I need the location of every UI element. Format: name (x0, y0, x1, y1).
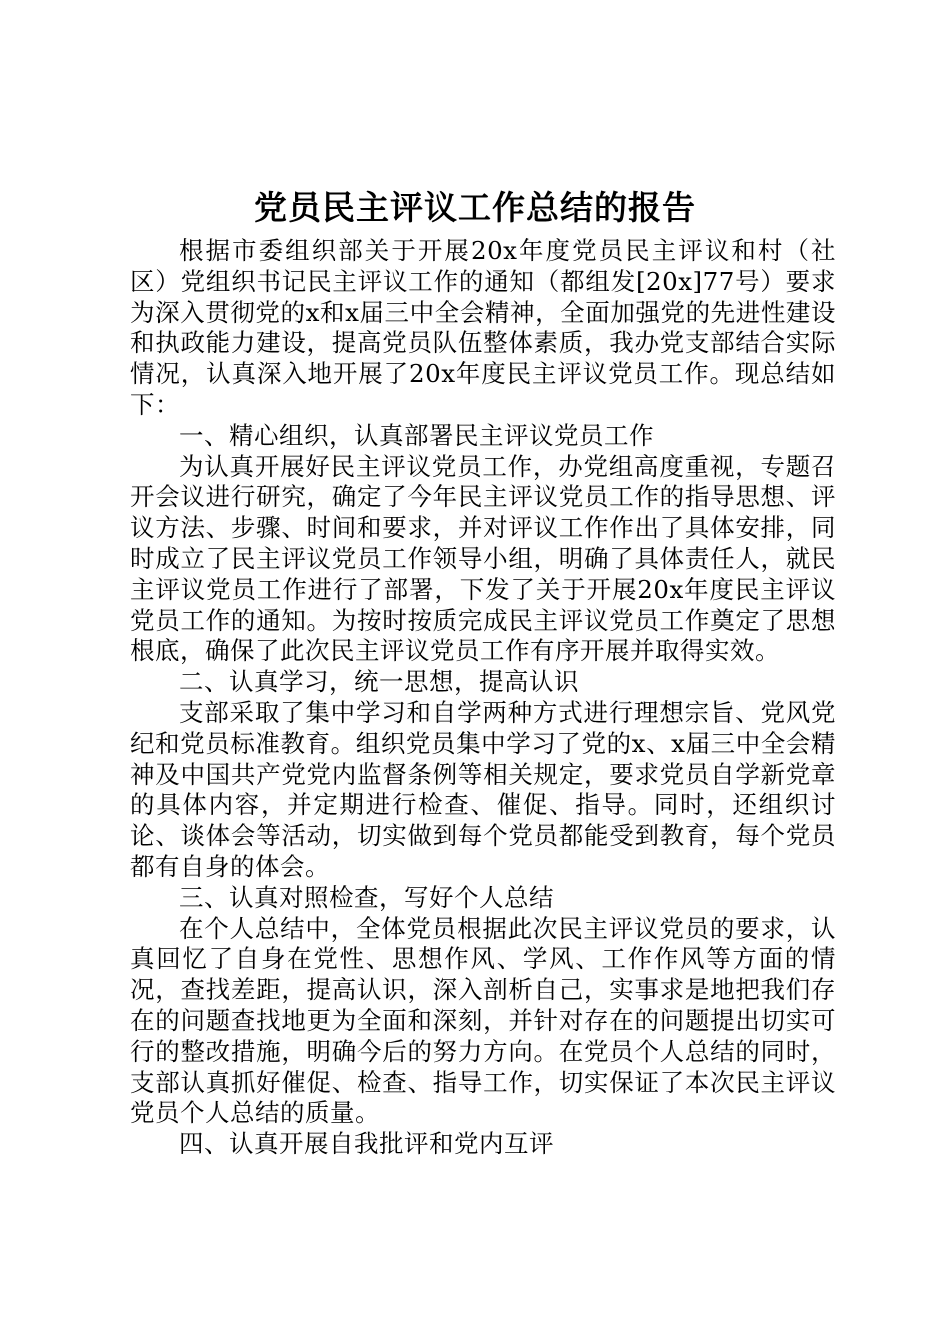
section-heading-1: 一、精心组织，认真部署民主评议党员工作 (179, 420, 654, 450)
section-heading-3: 三、认真对照检查，写好个人总结 (179, 882, 554, 912)
section-heading-2: 二、认真学习，统一思想，提高认识 (179, 667, 579, 697)
intro-paragraph: 根据市委组织部关于开展20x年度党员民主评议和村（社区）党组织书记民主评议工作的通知（都组发[20x]77号）要求为深入贯彻党的x和x届三中全会精神，全面加强党的先进性建设和执政能力建设，提高党员队伍整体素质，我办党支部结合实际情况，认真深入地开展了20x年度民主评议党员工作。现总结如下： (130, 236, 836, 419)
section-body-3: 在个人总结中，全体党员根据此次民主评议党员的要求，认真回忆了自身在党性、思想作风、学风、工作作风等方面的情况，查找差距，提高认识，深入剖析自己，实事求是地把我们存在的问题查找地更为全面和深刻，并针对存在的问题提出切实可行的整改措施，明确今后的努力方向。在党员个人总结的同时，支部认真抓好催促、检查、指导工作，切实保证了本次民主评议党员个人总结的质量。 (130, 913, 836, 1128)
section-heading-4: 四、认真开展自我批评和党内互评 (179, 1129, 554, 1159)
document-body (130, 236, 836, 1160)
section-body-2: 支部采取了集中学习和自学两种方式进行理想宗旨、党风党纪和党员标准教育。组织党员集中学习了党的x、x届三中全会精神及中国共产党党内监督条例等相关规定，要求党员自学新党章的具体内容，并定期进行检查、催促、指导。同时，还组织讨论、谈体会等活动，切实做到每个党员都能受到教育，每个党员都有自身的体会。 (130, 697, 836, 881)
section-body-1: 为认真开展好民主评议党员工作，办党组高度重视，专题召开会议进行研究，确定了今年民主评议党员工作的指导思想、评议方法、步骤、时间和要求，并对评议工作作出了具体安排，同时成立了民主评议党员工作领导小组，明确了具体责任人，就民主评议党员工作进行了部署，下发了关于开展20x年度民主评议党员工作的通知。为按时按质完成民主评议党员工作奠定了思想根底，确保了此次民主评议党员工作有序开展并取得实效。 (130, 451, 836, 666)
document-title: 党员民主评议工作总结的报告 (254, 188, 696, 227)
